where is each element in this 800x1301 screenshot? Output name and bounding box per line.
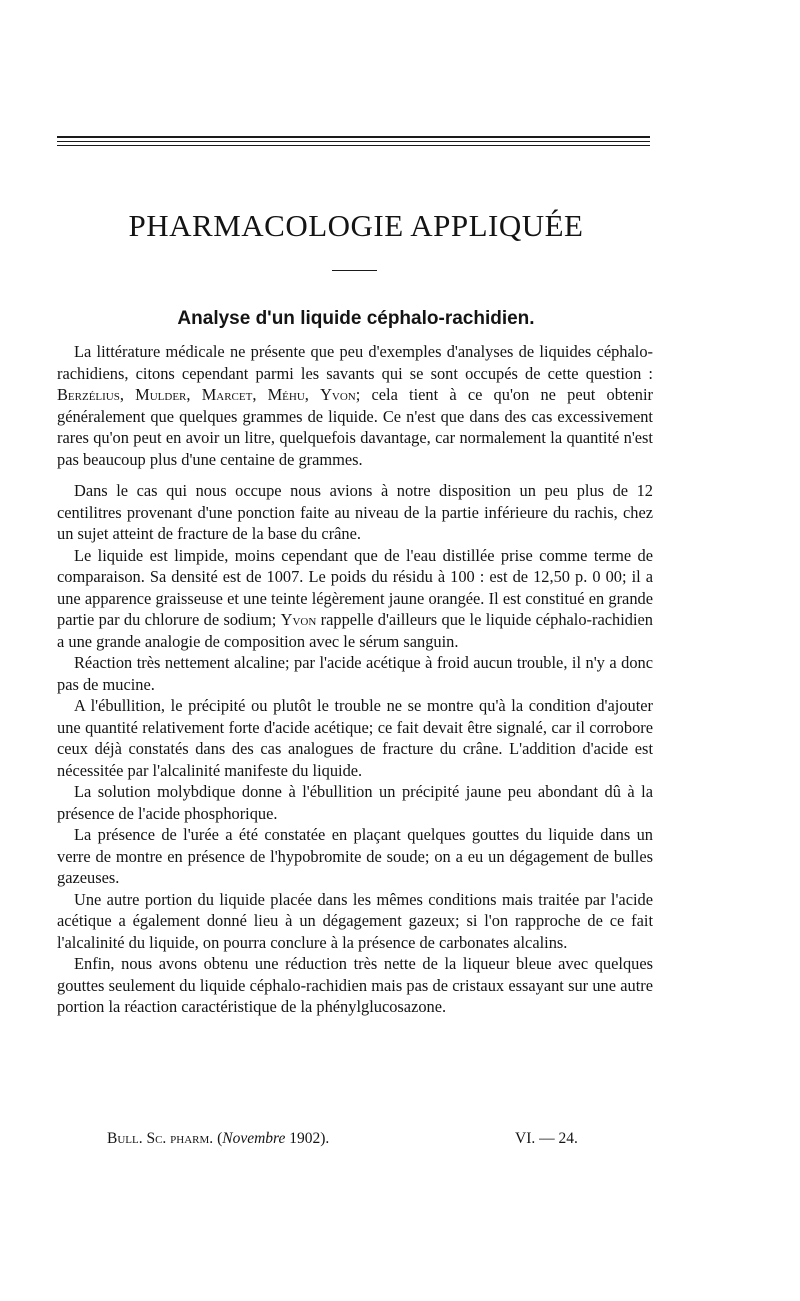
- paragraph-4: Réaction très nettement alcaline; par l'acide acétique à froid aucun trouble, il n'y a donc pas de mucine.: [57, 653, 653, 694]
- article-title: Analyse d'un liquide céphalo-rachidien.: [177, 308, 535, 329]
- author-yvon-2: Yvon: [280, 610, 317, 629]
- paragraph-6: La solution molybdique donne à l'ébullition un précipité jaune peu abondant dû à la présence de l'acide phosphorique.: [57, 782, 653, 823]
- author-yvon: Yvon: [320, 385, 356, 404]
- paragraph-9: Enfin, nous avons obtenu une réduction très nette de la liqueur bleue avec quelques gouttes seulement du liquide céphalo-rachidien mais pas de cristaux essayant sur une autre portion la réaction caractéristique de la phénylglucosazone.: [57, 954, 653, 1016]
- paragraph-1-text-b: ; cela tient à ce qu'on ne peut obtenir généralement que quelques grammes de liquide. Ce n'est que dans des cas excessivement rares qu'on peut en avoir un litre, quelquefois davantage, car normalement la quantité n'est pas beaucoup plus d'une centaine de grammes.: [57, 385, 653, 469]
- sep-1: ,: [119, 385, 136, 404]
- article-body: [57, 341, 653, 1018]
- issue-month: Novembre: [222, 1130, 286, 1147]
- journal-name: Bull. Sc. pharm.: [107, 1130, 214, 1147]
- paragraph-5: A l'ébullition, le précipité ou plutôt le trouble ne se montre qu'à la condition d'ajouter une quantité relativement forte d'acide acétique; ce fait devait être signalé, car il corrobore ceux déjà constatés dans des cas analogues de fracture du crâne. L'addition d'acide est nécessitée par l'alcalinité manifeste du liquide.: [57, 696, 653, 780]
- sep-3: ,: [252, 385, 268, 404]
- title-divider: [332, 270, 377, 271]
- date-open: (: [213, 1130, 223, 1147]
- top-rule-thin: [57, 141, 650, 142]
- page-footer: [107, 1130, 653, 1152]
- top-rule-thin-2: [57, 145, 650, 146]
- date-close: 1902).: [285, 1130, 330, 1147]
- author-berzelius: Berzélius: [57, 385, 120, 404]
- section-title: PHARMACOLOGIE APPLIQUÉE: [128, 208, 584, 243]
- sep-2: ,: [186, 385, 202, 404]
- footer-citation: [107, 1130, 329, 1148]
- paragraph-2: Dans le cas qui nous occupe nous avions à notre disposition un peu plus de 12 centilitres provenant d'une ponction faite au niveau de la partie inférieure du rachis, chez un sujet atteint de fracture de la base du crâne.: [57, 481, 653, 543]
- author-mehu: Méhu: [267, 385, 305, 404]
- paragraph-1-text-a: La littérature médicale ne présente que peu d'exemples d'analyses de liquides céphalo-rachidiens, citons cependant parmi les savants qui se sont occupés de cette question :: [57, 342, 653, 383]
- paragraph-3-text-a: Le liquide est limpide, moins cependant que de l'eau distillée prise comme terme de comparaison. Sa densité est de 1007. Le poids du résidu à 100 : est de 12,50 p. 0 00; il a une apparence graisseuse et une teinte légèrement jaune orangée. Il est constitué en grande partie par du chlorure de sodium;: [57, 545, 653, 629]
- paragraph-3: [57, 545, 653, 653]
- top-rule-thick: [57, 136, 650, 138]
- signature-mark: VI. — 24.: [515, 1130, 578, 1147]
- author-marcet: Marcet: [201, 385, 253, 404]
- author-mulder: Mulder: [135, 385, 187, 404]
- paragraph-3-text-b: rappelle d'ailleurs que le liquide céphalo-rachidien a une grande analogie de composition avec le sérum sanguin.: [57, 610, 653, 651]
- paragraph-1: [57, 341, 653, 470]
- paragraph-7: La présence de l'urée a été constatée en plaçant quelques gouttes du liquide dans un verre de montre en présence de l'hypobromite de soude; on a eu un dégagement de bulles gazeuses.: [57, 825, 653, 887]
- sep-4: ,: [304, 385, 321, 404]
- paragraph-8: Une autre portion du liquide placée dans les mêmes conditions mais traitée par l'acide acétique a également donné lieu à un dégagement gazeux; si l'on rapproche de ce fait l'alcalinité du liquide, on pourra conclure à la présence de carbonates alcalins.: [57, 889, 653, 952]
